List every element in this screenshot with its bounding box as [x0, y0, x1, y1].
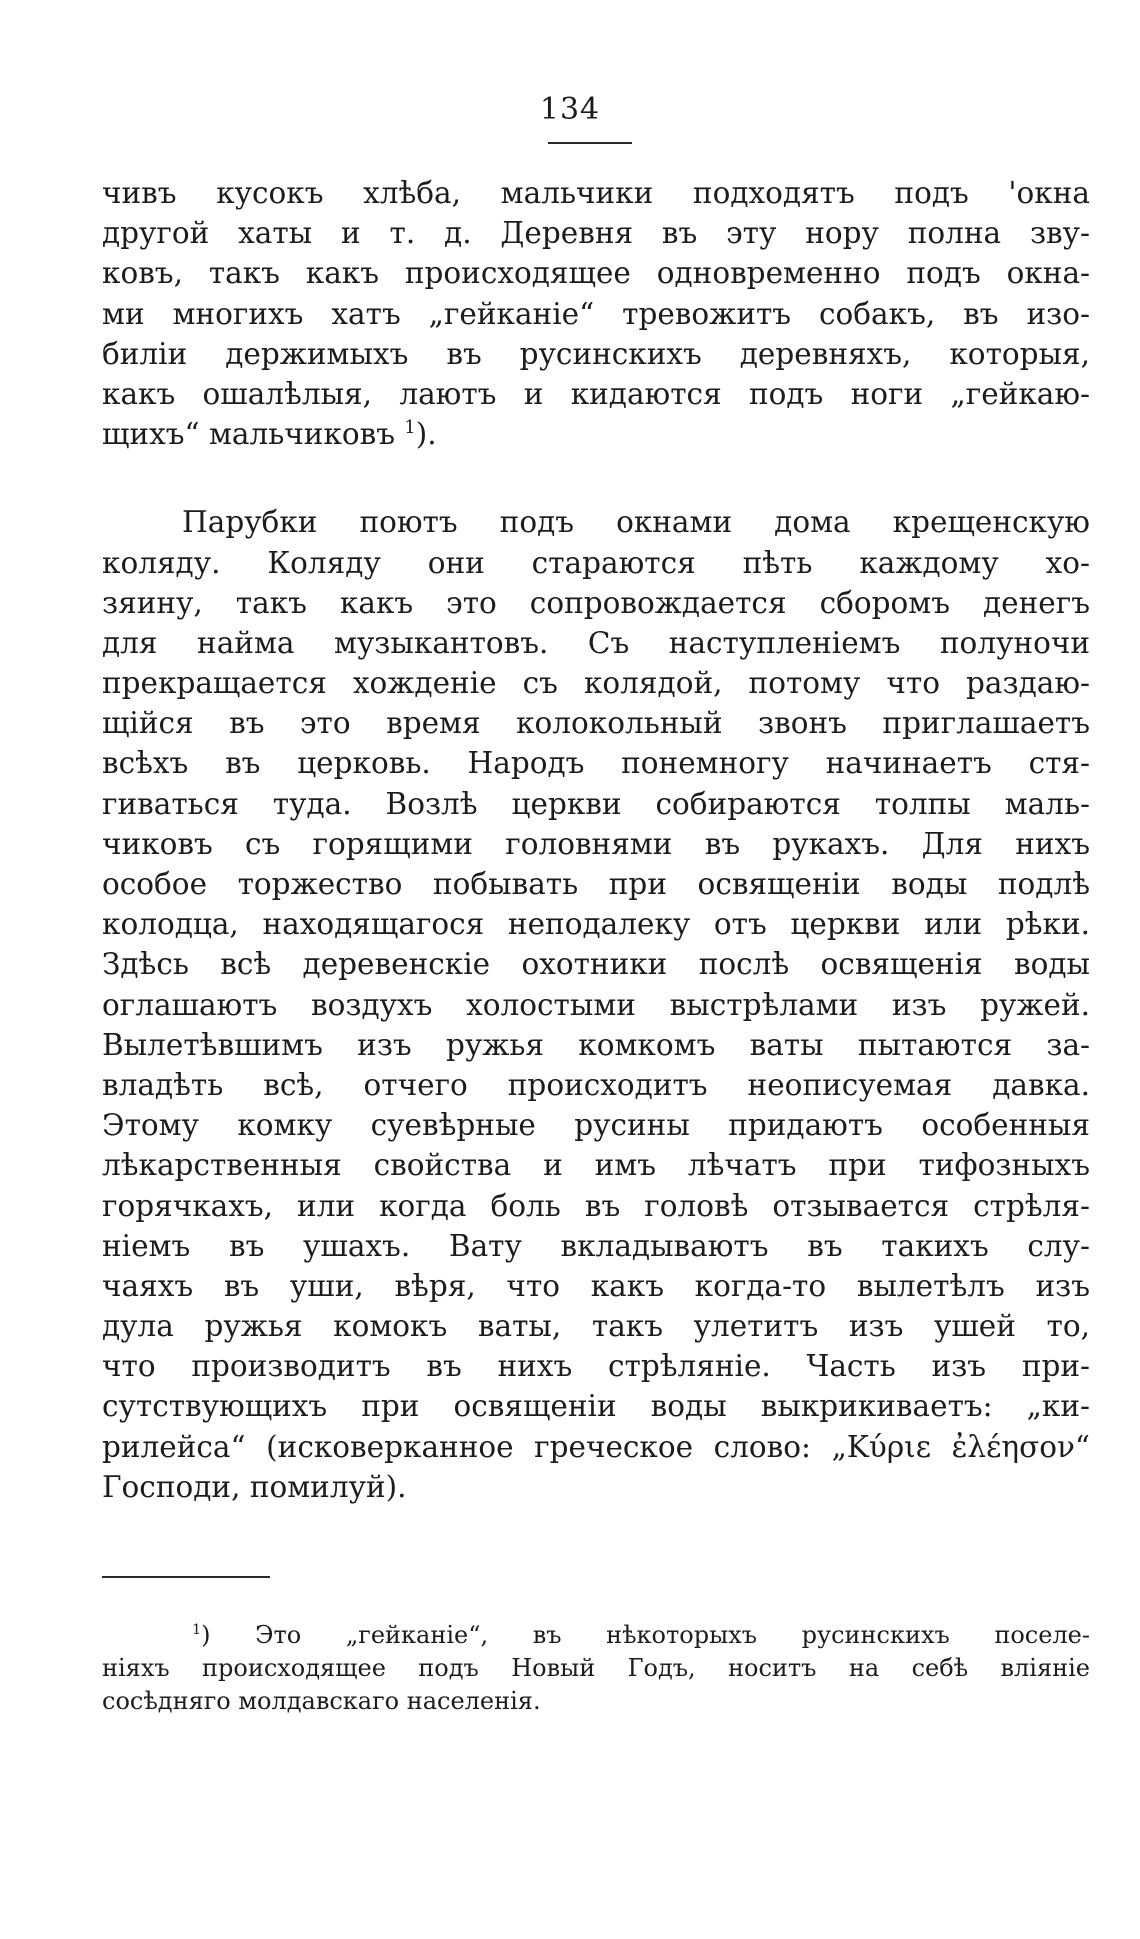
footnote-marker: 1 [192, 1622, 202, 1638]
text-line: Здѣсь всѣ деревенскіе охотники послѣ освященія воды [102, 947, 1090, 982]
main-text [102, 173, 1090, 1507]
footnote-line: ніяхъ происходящее подъ Новый Годъ, носитъ на себѣ вліяніе [102, 1654, 1090, 1682]
footnote-line: сосѣдняго молдавскаго населенія. [102, 1687, 541, 1715]
text-line: оглашаютъ воздухъ холостыми выстрѣлами изъ ружей. [102, 987, 1090, 1022]
text-line: владѣть всѣ, отчего происходитъ неописуемая давка. [102, 1067, 1090, 1102]
text-line: дула ружья комокъ ваты, такъ улетитъ изъ ушей то, [102, 1309, 1090, 1344]
text-line: гиваться туда. Возлѣ церкви собираются толпы маль- [102, 786, 1090, 821]
text-line: чивъ кусокъ хлѣба, мальчики подходятъ подъ 'окна [102, 176, 1090, 210]
text-line [102, 414, 1090, 454]
text-line: горячкахъ, или когда боль въ головѣ отзывается стрѣля- [102, 1188, 1090, 1223]
text-line: зяину, такъ какъ это сопровождается сборомъ денегъ [102, 585, 1090, 620]
text-line: особое торжество побывать при освященіи воды подлѣ [102, 867, 1090, 901]
text-line: что производитъ въ нихъ стрѣляніе. Часть изъ при- [102, 1349, 1090, 1384]
text-line: биліи держимыхъ въ русинскихъ деревняхъ, которыя, [102, 336, 1090, 371]
text-fragment: ). [415, 417, 437, 452]
text-line: щійся въ это время колокольный звонъ приглашаетъ [102, 706, 1090, 741]
text-line: всѣхъ въ церковь. Народъ понемногу начинаетъ стя- [102, 746, 1090, 781]
paragraph-1 [102, 173, 1090, 454]
text-line: ми многихъ хатъ „гейканіе“ тревожитъ собакъ, въ изо- [102, 296, 1090, 331]
text-line: ніемъ въ ушахъ. Вату вкладываютъ въ такихъ слу- [102, 1228, 1090, 1263]
text-line: для найма музыкантовъ. Съ наступленіемъ полуночи [102, 625, 1090, 660]
text-line: какъ ошалѣлыя, лаютъ и кидаются подъ ноги „гейкаю- [102, 376, 1090, 411]
text-line: чаяхъ въ уши, вѣря, что какъ когда-то вылетѣлъ изъ [102, 1268, 1090, 1303]
text-line: Этому комку суевѣрные русины придаютъ особенныя [102, 1108, 1090, 1143]
text-line: коляду. Коляду они стараются пѣть каждому хо- [102, 545, 1090, 580]
page-number: 134 [539, 92, 601, 127]
paragraph-2 [102, 502, 1090, 1507]
text-line: чиковъ съ горящими головнями въ рукахъ. Для нихъ [102, 826, 1090, 861]
footnote-reference: 1 [404, 418, 416, 439]
footnote-line [102, 1619, 1090, 1652]
footnote-marker-close: ) [201, 1621, 211, 1649]
text-line: ковъ, такъ какъ происходящее одновременно подъ окна- [102, 256, 1090, 291]
footnote [102, 1619, 1090, 1718]
footnote-text: Это „гейканіе“, въ нѣкоторыхъ русинскихъ поселе- [255, 1621, 1090, 1649]
text-line: колодца, находящагося неподалеку отъ церкви или рѣки. [102, 907, 1090, 942]
text-line: лѣкарственныя свойства и имъ лѣчатъ при тифозныхъ [102, 1148, 1090, 1183]
page-number-rule [548, 142, 632, 144]
paragraph-spacer [102, 454, 1090, 502]
text-line: прекращается хожденіе съ колядой, потому что раздаю- [102, 666, 1090, 701]
text-line: Вылетѣвшимъ изъ ружья комкомъ ваты пытаются за- [102, 1027, 1090, 1062]
text-line: Господи, помилуй). [102, 1469, 407, 1504]
text-line: другой хаты и т. д. Деревня въ эту нору полна зву- [102, 216, 1090, 251]
text-line: сутствующихъ при освященіи воды выкрикиваетъ: „ки- [102, 1389, 1090, 1424]
text-line: рилейса“ (исковерканное греческое слово: „Κύριε ἐλέησον“ [102, 1429, 1090, 1464]
text-line: Парубки поютъ подъ окнами дома крещенскую [182, 505, 1090, 540]
footnote-rule [102, 1576, 270, 1578]
text-fragment: щихъ“ мальчиковъ [102, 417, 396, 452]
